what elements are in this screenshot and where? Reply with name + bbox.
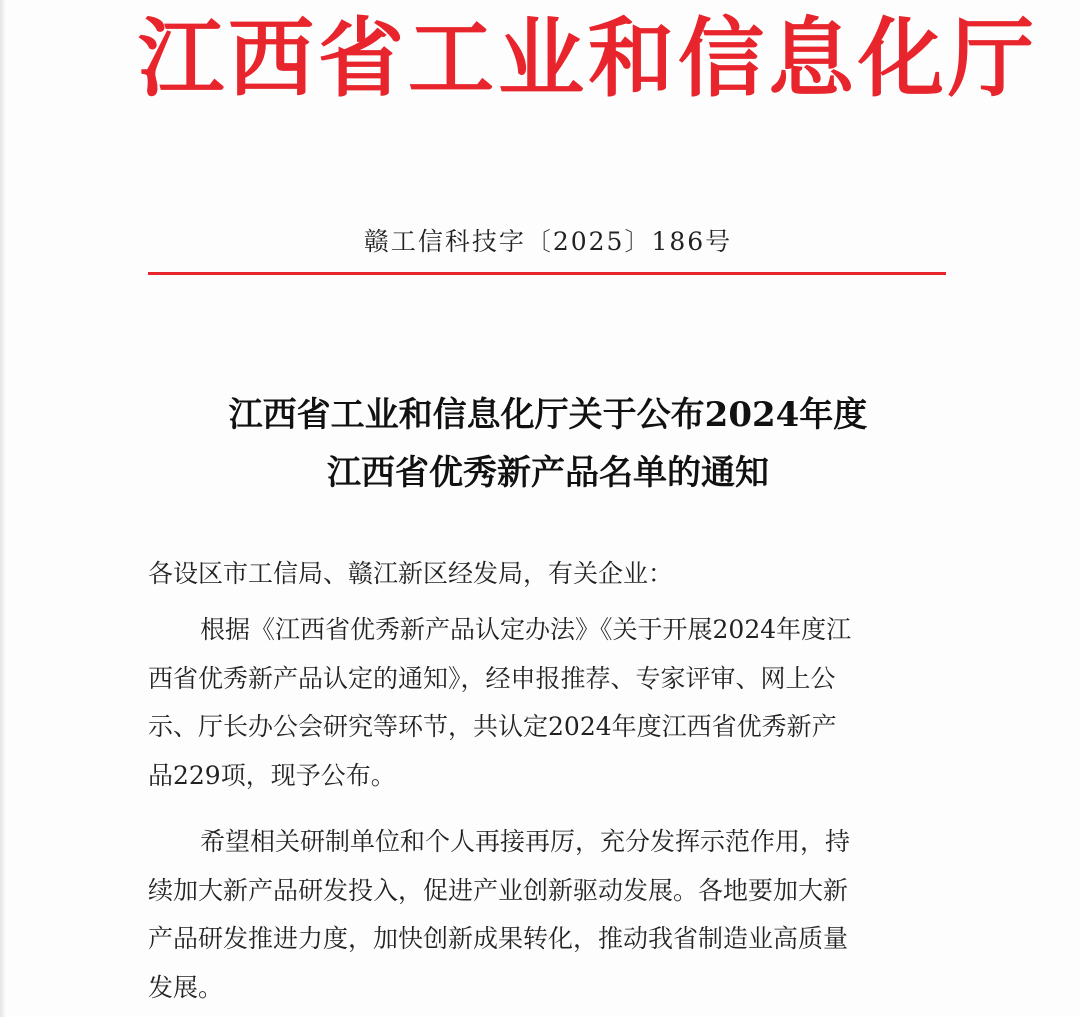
paragraph-line: 西省优秀新产品认定的通知》，经申报推荐、专家评审、网上公 <box>148 663 836 693</box>
body-paragraph-2 <box>148 818 928 1012</box>
paragraph-line: 产品研发推进力度，加快创新成果转化，推动我省制造业高质量 <box>148 924 849 953</box>
body-paragraph-1 <box>148 606 928 800</box>
notice-title <box>148 386 948 502</box>
paragraph-line: 根据《江西省优秀新产品认定办法》《关于开展2024年度江 <box>200 615 852 644</box>
paragraph-line: 续加大新产品研发投入，促进产业创新驱动发展。各地要加大新 <box>148 875 849 905</box>
page-edge-shadow <box>0 0 6 1017</box>
title-line-2: 江西省优秀新产品名单的通知 <box>327 453 769 493</box>
paragraph-line: 希望相关研制单位和个人再接再厉，充分发挥示范作用，持 <box>200 827 851 856</box>
paragraph-line: 发展。 <box>148 972 224 1002</box>
document-number: 赣工信科技字〔2025〕186号 <box>363 227 733 256</box>
paragraph-line: 品229项，现予公布。 <box>148 760 396 790</box>
paragraph-line: 示、厅长办公会研究等环节，共认定2024年度江西省优秀新产 <box>148 712 837 741</box>
red-divider-line <box>148 272 946 275</box>
title-line-1: 江西省工业和信息化厅关于公布2024年度 <box>228 395 868 435</box>
issuer-letterhead: 江西省工业和信息化厅 <box>138 8 1038 109</box>
salutation: 各设区市工信局、赣江新区经发局，有关企业： <box>148 559 674 588</box>
